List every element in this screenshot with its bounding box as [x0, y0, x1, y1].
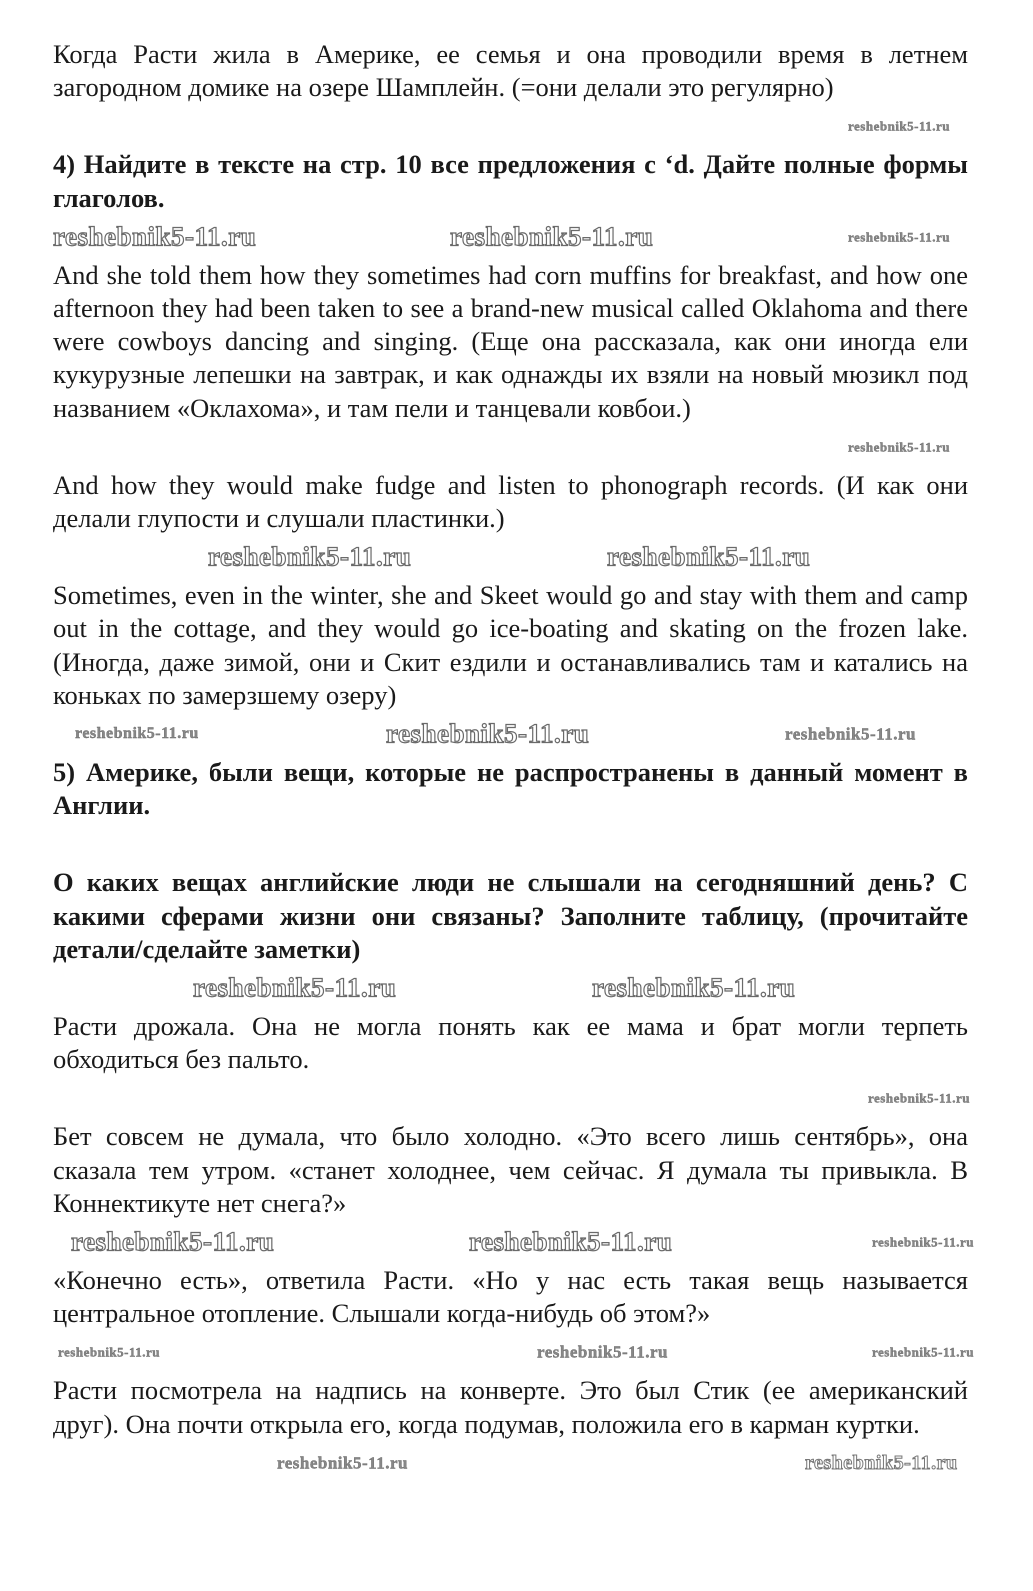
paragraph: And how they would make fudge and listen to phonograph records. (И как они делали глупости и слушали пластинки.)	[53, 469, 968, 534]
watermark: reshebnik5-11.ru	[848, 118, 951, 134]
watermark: reshebnik5-11.ru	[805, 1451, 958, 1474]
watermark-row	[0, 215, 1033, 259]
paragraph: And she told them how they sometimes had corn muffins for breakfast, and how one afternoon they had been taken to see a brand-new musical called Oklahoma and there were cowboys dancing and singing. (Еще она рассказала, как они иногда ели кукурузные лепешки на завтрак, и как однажды их взяли на новый мюзикл под названием «Оклахома», и там пели и танцевали ковбои.)	[53, 259, 968, 423]
watermark: reshebnik5-11.ru	[848, 439, 951, 455]
watermark: reshebnik5-11.ru	[277, 1453, 408, 1473]
watermark: reshebnik5-11.ru	[208, 541, 412, 572]
watermark-row	[0, 1441, 1033, 1485]
watermark: reshebnik5-11.ru	[386, 718, 590, 749]
watermark-row	[0, 425, 1033, 469]
watermark: reshebnik5-11.ru	[607, 541, 811, 572]
watermark-row	[0, 1076, 1033, 1120]
paragraph: Расти посмотрела на надпись на конверте. Это был Стик (ее американский друг). Она почти открыла его, когда подумав, положила его в карман куртки.	[53, 1375, 968, 1439]
paragraph: Sometimes, even in the winter, she and Skeet would go and stay with them and camp out in the cottage, and they would go ice-boating and skating on the frozen lake. (Иногда, даже зимой, они и Скит ездили и останавливались там и катались на коньках по замерзшему озеру)	[53, 580, 968, 710]
watermark-row	[0, 104, 1033, 148]
paragraph: «Конечно есть», ответила Расти. «Но у нас есть такая вещь называется центральное отопление. Слышали когда-нибудь об этом?»	[53, 1265, 968, 1329]
watermark: reshebnik5-11.ru	[868, 1090, 971, 1106]
watermark: reshebnik5-11.ru	[592, 972, 796, 1003]
watermark-row	[0, 712, 1033, 756]
watermark-row	[0, 1220, 1033, 1264]
watermark: reshebnik5-11.ru	[848, 229, 951, 245]
watermark: reshebnik5-11.ru	[469, 1226, 673, 1257]
spacer	[0, 822, 1033, 866]
watermark: reshebnik5-11.ru	[785, 724, 916, 744]
watermark: reshebnik5-11.ru	[75, 725, 199, 743]
watermark: reshebnik5-11.ru	[71, 1226, 275, 1257]
watermark: reshebnik5-11.ru	[450, 221, 654, 252]
watermark-row	[0, 966, 1033, 1010]
watermark-row	[0, 535, 1033, 579]
exercise-5-heading: 5) Америке, были вещи, которые не распространены в данный момент в Англии.	[53, 757, 968, 821]
paragraph: Когда Расти жила в Америке, ее семья и она проводили время в летнем загородном домике на озере Шамплейн. (=они делали это регулярно)	[53, 39, 968, 103]
watermark-row	[0, 1330, 1033, 1374]
exercise-4-heading: 4) Найдите в тексте на стр. 10 все предложения с ‘d. Дайте полные формы глаголов.	[53, 149, 968, 213]
watermark: reshebnik5-11.ru	[53, 221, 257, 252]
paragraph: Бет совсем не думала, что было холодно. «Это всего лишь сентябрь», она сказала тем утром. «станет холоднее, чем сейчас. Я думала ты привыкла. В Коннектикуте нет снега?»	[53, 1121, 968, 1218]
watermark: reshebnik5-11.ru	[872, 1344, 975, 1360]
exercise-5-question: О каких вещах английские люди не слышали на сегодняшний день? С какими сферами жизни они связаны? Заполните таблицу, (прочитайте детали/сделайте заметки)	[53, 867, 968, 964]
watermark: reshebnik5-11.ru	[193, 972, 397, 1003]
watermark: reshebnik5-11.ru	[872, 1234, 975, 1250]
watermark: reshebnik5-11.ru	[58, 1344, 161, 1360]
watermark: reshebnik5-11.ru	[537, 1342, 668, 1362]
paragraph: Расти дрожала. Она не могла понять как ее мама и брат могли терпеть обходиться без пальто.	[53, 1011, 968, 1075]
